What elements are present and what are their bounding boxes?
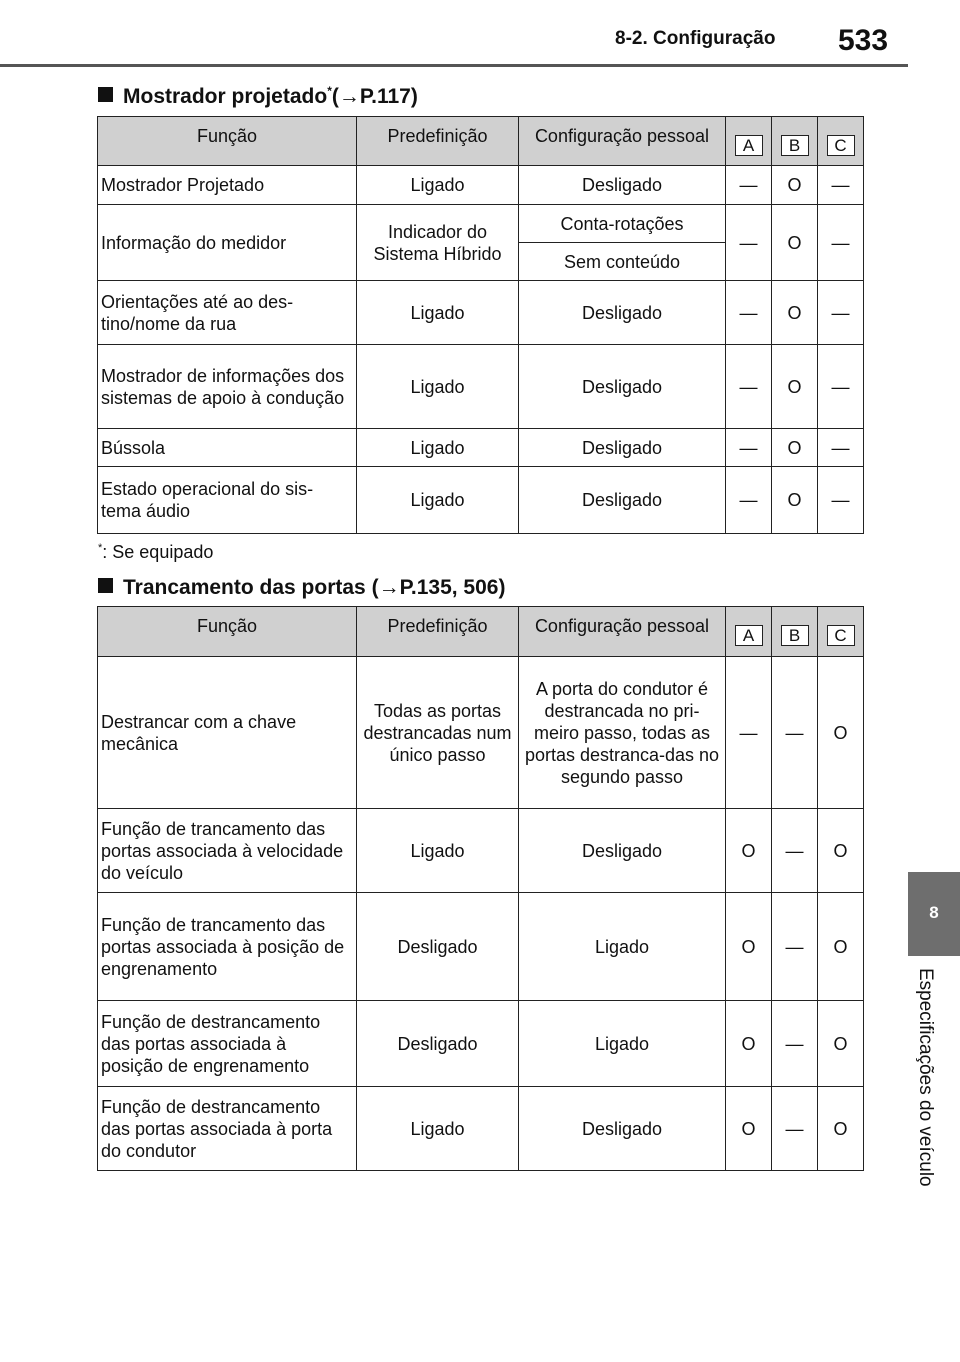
cell-c: O [818, 657, 864, 809]
table-row [98, 809, 864, 893]
label-b-box: B [781, 135, 809, 156]
cell-funcao: Destrancar com a chave mecânica [98, 657, 357, 809]
cell-a: O [726, 1087, 772, 1171]
section-title-text: Mostrador projetado [123, 85, 328, 108]
cell-funcao: Estado operacional do sis-tema áudio [98, 467, 357, 534]
cell-predefinicao: Ligado [357, 467, 519, 534]
cell-funcao: Função de destrancamento das portas associada à posição de engrenamento [98, 1001, 357, 1087]
page-reference-link[interactable]: (→P.135, 506) [371, 576, 506, 599]
cell-funcao: Mostrador Projetado [98, 166, 357, 205]
cell-b: O [772, 467, 818, 534]
cell-predefinicao: Ligado [357, 809, 519, 893]
cell-configuracao: Ligado [519, 1001, 726, 1087]
header-divider [0, 64, 908, 67]
chapter-label: Especificações do veículo [915, 968, 936, 1187]
label-c-box: C [827, 625, 855, 646]
cell-a: — [726, 657, 772, 809]
table-header-row [98, 607, 864, 657]
cell-b: — [772, 1087, 818, 1171]
cell-configuracao: Desligado [519, 345, 726, 429]
cell-a: O [726, 809, 772, 893]
table-header-row [98, 117, 864, 166]
cell-predefinicao: Ligado [357, 1087, 519, 1171]
section-title-hud [98, 84, 418, 109]
cell-b: O [772, 345, 818, 429]
col-configuracao: Configuração pessoal [519, 607, 726, 657]
footnote-mark: * [327, 84, 332, 98]
label-c-box: C [827, 135, 855, 156]
col-predefinicao: Predefinição [357, 607, 519, 657]
section-heading: 8-2. Configuração [615, 28, 776, 49]
cell-predefinicao: Ligado [357, 166, 519, 205]
cell-c: — [818, 345, 864, 429]
footnote [98, 542, 213, 563]
col-b [772, 117, 818, 166]
cell-b: — [772, 1001, 818, 1087]
cell-a: O [726, 1001, 772, 1087]
cell-configuracao: Desligado [519, 809, 726, 893]
table-row [98, 1001, 864, 1087]
cell-configuracao: Sem conteúdo [519, 243, 726, 281]
cell-predefinicao: Ligado [357, 429, 519, 467]
chapter-number: 8 [929, 903, 939, 922]
page-number: 533 [838, 24, 889, 57]
cell-c: — [818, 281, 864, 345]
col-b [772, 607, 818, 657]
cell-a: — [726, 166, 772, 205]
door-lock-settings-table [97, 606, 864, 1171]
cell-funcao: Orientações até ao des-tino/nome da rua [98, 281, 357, 345]
cell-configuracao: Desligado [519, 281, 726, 345]
col-configuracao: Configuração pessoal [519, 117, 726, 166]
cell-a: — [726, 205, 772, 281]
cell-b: — [772, 893, 818, 1001]
col-c [818, 607, 864, 657]
cell-c: O [818, 809, 864, 893]
cell-funcao: Função de trancamento das portas associada à posição de engrenamento [98, 893, 357, 1001]
cell-a: — [726, 345, 772, 429]
table-row [98, 657, 864, 809]
cell-a: — [726, 281, 772, 345]
cell-funcao: Mostrador de informações dos sistemas de apoio à condução [98, 345, 357, 429]
cell-c: O [818, 893, 864, 1001]
section-title-text: Trancamento das portas [123, 576, 366, 599]
table-row [98, 1087, 864, 1171]
cell-b: O [772, 281, 818, 345]
cell-configuracao: Conta-rotações [519, 205, 726, 243]
col-predefinicao: Predefinição [357, 117, 519, 166]
cell-predefinicao: Desligado [357, 893, 519, 1001]
cell-configuracao: Ligado [519, 893, 726, 1001]
bullet-square-icon [98, 578, 113, 593]
table-row [98, 429, 864, 467]
cell-b: — [772, 657, 818, 809]
cell-c: O [818, 1001, 864, 1087]
cell-funcao: Informação do medidor [98, 205, 357, 281]
col-a [726, 117, 772, 166]
cell-predefinicao: Ligado [357, 345, 519, 429]
cell-c: — [818, 166, 864, 205]
cell-b: — [772, 809, 818, 893]
cell-a: — [726, 467, 772, 534]
cell-b: O [772, 429, 818, 467]
col-funcao: Função [98, 117, 357, 166]
col-c [818, 117, 864, 166]
cell-predefinicao: Todas as portas destrancadas num único passo [357, 657, 519, 809]
cell-c: — [818, 205, 864, 281]
page-reference-link[interactable]: (→P.117) [331, 85, 418, 108]
section-title-door-lock [98, 576, 505, 600]
cell-c: — [818, 429, 864, 467]
footnote-text: : Se equipado [102, 542, 214, 562]
label-a-box: A [735, 135, 763, 156]
cell-a: — [726, 429, 772, 467]
col-funcao: Função [98, 607, 357, 657]
cell-configuracao: A porta do condutor é destrancada no pri-meiro passo, todas as portas destranca-das no segundo passo [519, 657, 726, 809]
table-row [98, 345, 864, 429]
footnote-mark: * [98, 542, 103, 554]
table-row [98, 281, 864, 345]
label-b-box: B [781, 625, 809, 646]
cell-b: O [772, 166, 818, 205]
label-a-box: A [735, 625, 763, 646]
cell-b: O [772, 205, 818, 281]
cell-configuracao: Desligado [519, 467, 726, 534]
table-row [98, 467, 864, 534]
cell-predefinicao: Indicador do Sistema Híbrido [357, 205, 519, 281]
cell-funcao: Função de trancamento das portas associada à velocidade do veículo [98, 809, 357, 893]
cell-predefinicao: Ligado [357, 281, 519, 345]
cell-c: — [818, 467, 864, 534]
col-a [726, 607, 772, 657]
cell-funcao: Bússola [98, 429, 357, 467]
bullet-square-icon [98, 87, 113, 102]
cell-configuracao: Desligado [519, 429, 726, 467]
hud-settings-table [97, 116, 864, 534]
table-row [98, 893, 864, 1001]
cell-configuracao: Desligado [519, 1087, 726, 1171]
table-row [98, 166, 864, 205]
cell-predefinicao: Desligado [357, 1001, 519, 1087]
cell-funcao: Função de destrancamento das portas associada à porta do condutor [98, 1087, 357, 1171]
cell-c: O [818, 1087, 864, 1171]
cell-a: O [726, 893, 772, 1001]
table-row [98, 205, 864, 243]
cell-configuracao: Desligado [519, 166, 726, 205]
